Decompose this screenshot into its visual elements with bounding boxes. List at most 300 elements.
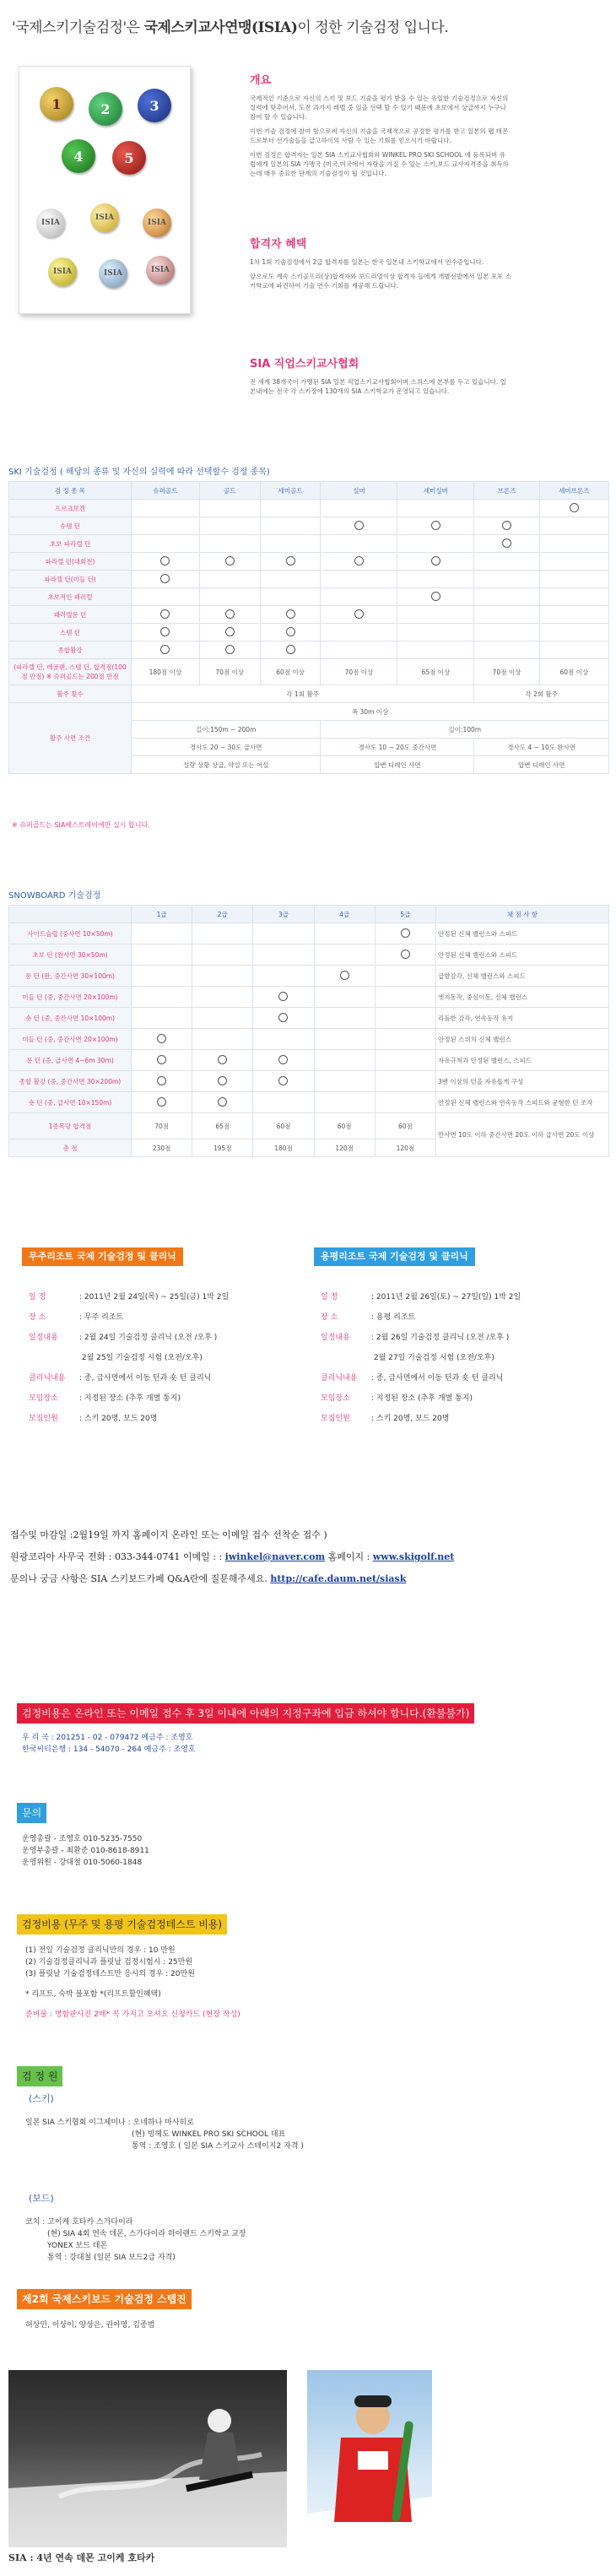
isia-medal: ISIA bbox=[90, 203, 119, 232]
schedule-key: 장 소 bbox=[29, 1313, 46, 1322]
table-row bbox=[9, 923, 609, 944]
overview-section bbox=[250, 71, 511, 183]
pass-mark-icon bbox=[218, 1076, 227, 1085]
mark-cell bbox=[314, 944, 375, 966]
schedule-value: : 2월 24일 기술검정 클리닉 (오전 /오후 ) bbox=[79, 1334, 218, 1342]
medal-2: 2 bbox=[89, 92, 122, 126]
mark-cell bbox=[321, 500, 397, 517]
mark-cell bbox=[539, 553, 608, 571]
mark-cell bbox=[132, 1071, 192, 1092]
pass-mark-icon bbox=[278, 1076, 288, 1085]
mark-cell bbox=[132, 553, 200, 571]
schedule-value: 2월 25일 기술검정 시험 (오전/오후) bbox=[79, 1354, 203, 1362]
mark-cell bbox=[539, 517, 608, 535]
row-label: 프르크보겐 bbox=[9, 500, 132, 517]
mark-cell bbox=[132, 1092, 192, 1113]
overview-text: 이번 검정은 합격자는 일본 SIA 스키교사협회와 WINKEL PRO SKI SCHOOL 에 등록되며 유럽에게 일본의 SIA 가맹국 (미국,미국에서 자랑을 가질 수 있는 스키,보드 교사자격증을 취득하는데 매우 중요한 단계의 기술검정이 될 것입니다. bbox=[250, 151, 509, 177]
schedule-key: 클리닉내용 bbox=[321, 1374, 358, 1383]
table-header: 채 점 사 항 bbox=[436, 906, 609, 923]
mark-cell bbox=[397, 641, 474, 659]
table-header: 세미골드 bbox=[260, 482, 321, 500]
mark-cell bbox=[397, 500, 474, 517]
row-label: 스템 턴 bbox=[9, 624, 132, 641]
mark-cell bbox=[132, 500, 200, 517]
overview-text: 이번 기술 검정에 참여 함으로써 자신의 기술을 국제적으로 공정한 평가를 받고 일본의 웹 테몬드로부터 선가술들을 급고하이의 사람 수 있는 기회를 얻으시기 바랍니다. bbox=[250, 127, 509, 144]
table-row bbox=[9, 1008, 609, 1029]
mark-cell bbox=[375, 923, 435, 944]
contact-title: 문의 bbox=[17, 1803, 46, 1823]
scoring-note: 안정된 스위치 신체 밸런스 bbox=[436, 1029, 609, 1050]
mark-cell bbox=[375, 987, 435, 1008]
row-label: 초보 턴 (완사면 30×50m) bbox=[9, 944, 132, 966]
mark-cell bbox=[321, 606, 397, 624]
ski-examiner-detail: 통역 : 조영호 ( 일본 SIA 스키교사 스테이지2 자격 ) bbox=[132, 2142, 304, 2151]
schedule-key: 장 소 bbox=[321, 1313, 338, 1322]
pass-mark-icon bbox=[286, 627, 295, 636]
pass-mark-icon bbox=[570, 503, 579, 512]
mark-cell bbox=[474, 588, 539, 606]
pass-score: 70점 이상 bbox=[199, 659, 260, 685]
schedule-row bbox=[321, 1352, 521, 1365]
mark-cell bbox=[314, 1092, 375, 1113]
course-condition: 폭 30m 이상 bbox=[132, 703, 609, 721]
mark-cell bbox=[260, 641, 321, 659]
pass-mark-icon bbox=[401, 950, 410, 959]
bank-account-2: 한국씨티은행 : 134 - 54070 - 264 예금주 : 조영호 bbox=[22, 1745, 196, 1754]
mark-cell bbox=[132, 923, 192, 944]
pass-mark-icon bbox=[286, 645, 295, 654]
medal-1: 1 bbox=[40, 87, 73, 121]
scoring-note: 안정된 신체 밸런스와 스피드 bbox=[436, 923, 609, 944]
mark-cell bbox=[474, 500, 539, 517]
schedule-value: : 스키 20명, 보드 20명 bbox=[79, 1415, 158, 1423]
fee-note: * 리프트, 숙박 불포함 *(리프트할인혜택) bbox=[25, 1990, 161, 1999]
pass-score: 60점 bbox=[314, 1113, 375, 1139]
table-header bbox=[9, 906, 132, 923]
course-condition: 경사도 20 ~ 30도 급사면 bbox=[132, 739, 321, 756]
row-label: 롱 턴 (완, 중간사면 30×100m) bbox=[9, 966, 132, 987]
table-row bbox=[9, 703, 609, 721]
mark-cell bbox=[132, 966, 192, 987]
mark-cell bbox=[199, 553, 260, 571]
pass-score: 60점 이상 bbox=[539, 659, 608, 685]
pass-mark-icon bbox=[278, 1013, 288, 1022]
overview-heading: 개요 bbox=[250, 74, 272, 87]
photo-caption: SIA : 4년 연속 데몬 고이케 호타카 bbox=[8, 2552, 155, 2563]
total-score: 195점 bbox=[192, 1139, 253, 1157]
mark-cell bbox=[253, 1092, 314, 1113]
ski-examiner: 일본 SIA 스키협회 이그제미나 : 오네하나 마사히로 bbox=[25, 2119, 194, 2127]
table-row bbox=[9, 624, 609, 641]
pass-mark-icon bbox=[218, 1055, 227, 1064]
schedule-value: : 스키 20명, 보드 20명 bbox=[371, 1415, 450, 1423]
row-label: 숏 턴 (중, 급사면 10×150m) bbox=[9, 1092, 132, 1113]
medal-5: 5 bbox=[112, 141, 146, 175]
mark-cell bbox=[253, 1050, 314, 1071]
sia-text: 전 세계 38개국이 가맹된 SIA 일본 직업스키교사협회이며 스위스에 본부를 두고 있습니다. 일본내에는 전국 각 스키장에 130개의 SIA 스키학교가 운영되고 있습니다. bbox=[250, 378, 506, 395]
pass-score: 65점 bbox=[192, 1113, 253, 1139]
pass-mark-icon bbox=[431, 521, 440, 530]
scoring-note: 자유규칙과 안정된 밸런스, 스피드 bbox=[436, 1050, 609, 1071]
pass-mark-icon bbox=[160, 627, 170, 636]
table-row bbox=[9, 553, 609, 571]
table-header: 세미브론즈 bbox=[539, 482, 608, 500]
mark-cell bbox=[474, 553, 539, 571]
mark-cell bbox=[375, 944, 435, 966]
pass-score: 60점 bbox=[375, 1113, 435, 1139]
mark-cell bbox=[253, 987, 314, 1008]
benefits-section bbox=[250, 235, 511, 295]
pass-mark-icon bbox=[225, 609, 235, 619]
pass-mark-icon bbox=[225, 556, 235, 566]
pass-score: 65점 이상 bbox=[397, 659, 474, 685]
schedule-value: : 종, 급사면에서 이동 턴과 숏 턴 클리닉 bbox=[79, 1374, 212, 1383]
schedule-key: 일정내용 bbox=[29, 1334, 58, 1342]
table-row bbox=[9, 1071, 609, 1092]
row-label: 초보적인 패러럴 bbox=[9, 588, 132, 606]
total-score: 120점 bbox=[375, 1139, 435, 1157]
row-label: 1종목당 합격점 bbox=[9, 1113, 132, 1139]
table-row bbox=[9, 535, 609, 553]
sia-section bbox=[250, 354, 511, 401]
mark-cell bbox=[397, 535, 474, 553]
coach-photo bbox=[307, 2370, 432, 2547]
schedule-value: : 2월 26일 기술검정 클리닉 (오전 /오후 ) bbox=[371, 1334, 510, 1342]
isia-medal: ISIA bbox=[143, 208, 171, 237]
mark-cell bbox=[539, 606, 608, 624]
schedule-value: : 2011년 2월 24일(목) ~ 25일(금) 1박 2일 bbox=[79, 1293, 230, 1302]
mark-cell bbox=[397, 624, 474, 641]
table-row bbox=[9, 659, 609, 685]
row-label: 파라렐 턴(대회전) bbox=[9, 553, 132, 571]
mark-cell bbox=[253, 1071, 314, 1092]
row-label: 파라렐 턴(미들 턴) bbox=[9, 571, 132, 588]
mark-cell bbox=[539, 641, 608, 659]
mark-cell bbox=[314, 1050, 375, 1071]
table-row bbox=[9, 1029, 609, 1050]
pass-mark-icon bbox=[354, 521, 364, 530]
schedule-row bbox=[29, 1352, 229, 1365]
mark-cell bbox=[132, 606, 200, 624]
schedule-value: : 종, 급사면에서 이동 턴과 숏 턴 클리닉 bbox=[371, 1374, 504, 1383]
mark-cell bbox=[192, 1008, 253, 1029]
row-label: 종합 활강 (중, 중간사면 30×200m) bbox=[9, 1071, 132, 1092]
bank-account-1: 우 리 곡 : 201251 - 02 - 079472 예금주 : 조영호 bbox=[22, 1734, 193, 1742]
mark-cell bbox=[314, 1071, 375, 1092]
table-row bbox=[9, 685, 609, 703]
schedule-value: : 2011년 2월 26일(토) ~ 27일(일) 1박 2일 bbox=[371, 1293, 521, 1302]
pass-score: 60점 bbox=[253, 1113, 314, 1139]
mark-cell bbox=[199, 517, 260, 535]
mark-cell bbox=[260, 535, 321, 553]
yongpyong-details bbox=[321, 1291, 521, 1433]
mark-cell bbox=[314, 987, 375, 1008]
board-examiner: 코치 : 고이케 호타카 스가다이라 bbox=[25, 2218, 133, 2227]
schedule-value: : 무주 리조트 bbox=[79, 1313, 124, 1322]
mark-cell bbox=[260, 517, 321, 535]
schedule-value: 2월 27일 기술검정 시험 (오전/오후) bbox=[371, 1354, 494, 1362]
pass-mark-icon bbox=[340, 971, 349, 980]
mark-cell bbox=[314, 966, 375, 987]
mark-cell bbox=[375, 1008, 435, 1029]
course-condition: 압변 디레인 사면 bbox=[474, 756, 609, 774]
schedule-row bbox=[321, 1291, 521, 1304]
schedule-row bbox=[29, 1312, 229, 1324]
table-row bbox=[9, 571, 609, 588]
mark-cell bbox=[260, 588, 321, 606]
total-score: 230점 bbox=[132, 1139, 192, 1157]
schedule-key: 일정내용 bbox=[321, 1334, 350, 1342]
course-condition: 압변 디레인 사면 bbox=[321, 756, 474, 774]
board-examiner-heading: (보드) bbox=[29, 2193, 54, 2204]
table-row bbox=[9, 641, 609, 659]
mark-cell bbox=[375, 1029, 435, 1050]
table-header: 골드 bbox=[199, 482, 260, 500]
scoring-note: 리듬한 감각, 연속동작 유지 bbox=[436, 1008, 609, 1029]
schedule-row bbox=[321, 1393, 521, 1405]
table-row bbox=[9, 588, 609, 606]
pass-mark-icon bbox=[354, 556, 364, 566]
pass-mark-icon bbox=[431, 556, 440, 566]
schedule-row bbox=[321, 1372, 521, 1385]
mark-cell bbox=[199, 606, 260, 624]
scoring-note: 만사면 10도 이하 중간사면 20도 이하 급사면 20도 이상 bbox=[436, 1113, 609, 1157]
pass-mark-icon bbox=[160, 645, 170, 654]
mark-cell bbox=[192, 966, 253, 987]
mark-cell bbox=[192, 987, 253, 1008]
mark-cell bbox=[192, 923, 253, 944]
mark-cell bbox=[397, 553, 474, 571]
contact-person: 운영부총괄 - 최환준 010-8618-8911 bbox=[22, 1847, 149, 1855]
pass-mark-icon bbox=[160, 609, 170, 619]
mark-cell bbox=[132, 535, 200, 553]
cafe-link[interactable]: http://cafe.daum.net/siask bbox=[270, 1573, 407, 1584]
table-row bbox=[9, 966, 609, 987]
mark-cell bbox=[375, 1050, 435, 1071]
mark-cell bbox=[192, 1050, 253, 1071]
mark-cell bbox=[474, 624, 539, 641]
board-examiner-detail: (현) SIA 4회 연속 데몬, 스가다이라 하이랜드 스키학교 교장 bbox=[47, 2230, 246, 2238]
pass-mark-icon bbox=[157, 1055, 166, 1064]
pass-mark-icon bbox=[286, 556, 295, 566]
mark-cell bbox=[321, 553, 397, 571]
row-label: 총 점 bbox=[9, 1139, 132, 1157]
table-header-row bbox=[9, 906, 609, 923]
isia-medal: ISIA bbox=[36, 208, 65, 237]
mark-cell bbox=[474, 606, 539, 624]
muju-title: 무주리조트 국제 기술검정 및 클리닉 bbox=[22, 1247, 183, 1266]
row-label: 미들 턴 (중, 중간사면 20×100m) bbox=[9, 987, 132, 1008]
row-label: 종합활강 bbox=[9, 641, 132, 659]
course-condition: 설량 상황 상급, 약설 또는 어설 bbox=[132, 756, 321, 774]
examiners-title: 검 정 원 bbox=[17, 2066, 62, 2086]
yongpyong-title: 용평리조트 국제 기술검정 및 클리닉 bbox=[314, 1247, 475, 1266]
schedule-row bbox=[29, 1413, 229, 1426]
mark-cell bbox=[132, 987, 192, 1008]
schedule-key: 모임장소 bbox=[321, 1394, 350, 1403]
mark-cell bbox=[199, 588, 260, 606]
mark-cell bbox=[539, 571, 608, 588]
row-label: 미들 턴 (중, 중간사면 20×100m) bbox=[9, 1029, 132, 1050]
mark-cell bbox=[132, 517, 200, 535]
scoring-note: 3밴 이상의 턴을 자유롭게 구성 bbox=[436, 1071, 609, 1092]
board-examiner-detail: 통역 : 강대철 (일본 SIA 보드2급 자격) bbox=[47, 2254, 176, 2262]
mark-cell bbox=[199, 571, 260, 588]
mark-cell bbox=[321, 641, 397, 659]
isia-medal: ISIA bbox=[99, 259, 127, 288]
table-row bbox=[9, 944, 609, 966]
mark-cell bbox=[397, 571, 474, 588]
mark-cell bbox=[397, 606, 474, 624]
mark-cell bbox=[321, 517, 397, 535]
mark-cell bbox=[253, 1029, 314, 1050]
mark-cell bbox=[132, 1008, 192, 1029]
mark-cell bbox=[199, 641, 260, 659]
pass-mark-icon bbox=[157, 1097, 166, 1107]
page-title: '국제스키기술검정'은 국제스키교사연맹(ISIA)이 정한 기술검정 입니다. bbox=[12, 19, 449, 36]
schedule-key: 모집인원 bbox=[321, 1415, 350, 1423]
snowboard-table-title: SNOWBOARD 기술검정 bbox=[8, 891, 101, 901]
pass-score: 180점 이상 bbox=[132, 659, 200, 685]
mark-cell bbox=[199, 624, 260, 641]
fees-title: 검정비용 (무주 및 용평 기술검정테스트 비용) bbox=[17, 1914, 227, 1935]
pass-mark-icon bbox=[502, 521, 511, 530]
contact-person: 운영총괄 - 조영호 010-5235-7550 bbox=[22, 1835, 143, 1843]
pass-mark-icon bbox=[225, 627, 235, 636]
mark-cell bbox=[375, 966, 435, 987]
muju-details bbox=[29, 1291, 229, 1433]
mark-cell bbox=[132, 1050, 192, 1071]
snowboard-jump-photo bbox=[8, 2370, 287, 2547]
pass-mark-icon bbox=[218, 1097, 227, 1107]
schedule-row bbox=[321, 1413, 521, 1426]
payment-title: 검정비용은 온라인 또는 이메일 접수 후 3일 이내에 아래의 지정구좌에 입금 하셔야 합니다.(환불불가) bbox=[17, 1703, 474, 1724]
total-score: 120점 bbox=[314, 1139, 375, 1157]
table-row bbox=[9, 517, 609, 535]
fee-item: (2) 기술검정클리닉과 플릿날 검정시험시 : 25만원 bbox=[25, 1958, 193, 1967]
mark-cell bbox=[539, 535, 608, 553]
mark-cell bbox=[321, 624, 397, 641]
schedule-row bbox=[321, 1332, 521, 1345]
row-label: 사이드슬립 (중사면 10×50m) bbox=[9, 923, 132, 944]
attempt-count: 각 2회 활주 bbox=[474, 685, 609, 703]
schedule-row bbox=[29, 1372, 229, 1385]
pass-mark-icon bbox=[157, 1076, 166, 1085]
pass-mark-icon bbox=[160, 556, 170, 566]
mark-cell bbox=[539, 588, 608, 606]
isia-medal: ISIA bbox=[146, 256, 175, 284]
schedule-key: 일 정 bbox=[321, 1293, 338, 1302]
mark-cell bbox=[253, 944, 314, 966]
mark-cell bbox=[321, 535, 397, 553]
table-header: 3급 bbox=[253, 906, 314, 923]
scoring-note: 안정된 신체 밸런스와 스피드 bbox=[436, 944, 609, 966]
mark-cell bbox=[474, 641, 539, 659]
row-label: 패러렐롱 턴 bbox=[9, 606, 132, 624]
isia-medal: ISIA bbox=[48, 257, 77, 286]
scoring-note: 엣지동작, 중심이동, 신체 밸런스 bbox=[436, 987, 609, 1008]
mark-cell bbox=[375, 1071, 435, 1092]
mark-cell bbox=[260, 500, 321, 517]
schedule-row bbox=[29, 1291, 229, 1304]
pass-score: 70점 이상 bbox=[474, 659, 539, 685]
table-row bbox=[9, 606, 609, 624]
table-row bbox=[9, 500, 609, 517]
schedule-value: : 지정된 장소 (추후 개별 통지) bbox=[79, 1394, 181, 1403]
table-row bbox=[9, 1113, 609, 1139]
cafe-line: 문의나 궁금 사항은 SIA 스키보드카페 Q&A란에 질문해주세요. http://cafe.daum.net/siask bbox=[10, 1573, 407, 1584]
fee-item: (3) 플릿날 기술검정테스트만 응시의 경우 : 20만원 bbox=[25, 1970, 195, 1978]
overview-text: 국제적인 기준으로 자신의 스키 및 보드 기술을 평가 받을 수 있는 유일한 기술검정으로 자신의 실력에 맞추어서, 도전 과가지 레벨 중 일을 선택 할 수 있기 때문에 초보에서 상급까지 누구나 참여 할 수 있습니다. bbox=[250, 95, 509, 121]
row-label: 활주 횟수 bbox=[9, 685, 132, 703]
pass-mark-icon bbox=[278, 1055, 288, 1064]
mark-cell bbox=[321, 571, 397, 588]
table-header: 5급 bbox=[375, 906, 435, 923]
pass-mark-icon bbox=[431, 592, 440, 601]
mark-cell bbox=[474, 571, 539, 588]
mark-cell bbox=[199, 500, 260, 517]
pass-mark-icon bbox=[354, 609, 364, 619]
table-header: 4급 bbox=[314, 906, 375, 923]
mark-cell bbox=[192, 1092, 253, 1113]
pass-mark-icon bbox=[401, 928, 410, 938]
ski-table-title: SKI 기술검정 ( 해당의 종류 및 자신의 실력에 따라 선택할수 검정 종목) bbox=[8, 468, 270, 477]
mark-cell bbox=[132, 944, 192, 966]
row-label: 숏 턴 (중, 중간사면 10×100m) bbox=[9, 1008, 132, 1029]
pass-mark-icon bbox=[160, 574, 170, 583]
medal-4: 4 bbox=[62, 139, 95, 173]
benefits-text: 1차 1회 기술검정에서 2급 합격자를 일본는 한국 일본내 스키학교에서 연수증입니다. bbox=[250, 258, 484, 266]
table-row bbox=[9, 987, 609, 1008]
ski-footnote: ※ 슈퍼골드는 SIA베스트레이에만 실시 합니다. bbox=[12, 821, 150, 829]
email-link[interactable]: iwinkel@naver.com bbox=[224, 1551, 326, 1562]
course-condition: 경사도 4 ~ 10도 완사면 bbox=[474, 739, 609, 756]
schedule-key: 클리닉내용 bbox=[29, 1374, 66, 1383]
table-row bbox=[9, 1050, 609, 1071]
pass-mark-icon bbox=[286, 609, 295, 619]
mark-cell bbox=[132, 588, 200, 606]
row-label: 슈템 턴 bbox=[9, 517, 132, 535]
mark-cell bbox=[253, 923, 314, 944]
mark-cell bbox=[539, 500, 608, 517]
mark-cell bbox=[260, 624, 321, 641]
row-label: 초보 파라렐 턴 bbox=[9, 535, 132, 553]
course-condition: 경사도 10 ~ 20도 중간사면 bbox=[321, 739, 474, 756]
ski-examiner-heading: (스키) bbox=[29, 2093, 54, 2104]
mark-cell bbox=[132, 641, 200, 659]
table-header: 1급 bbox=[132, 906, 192, 923]
mark-cell bbox=[192, 1029, 253, 1050]
row-label: (파라렐 턴, 레귤렌, 스템 턴, 합격점(100점 만점) ※ 슈퍼골드는 200점 만점 bbox=[9, 659, 132, 685]
schedule-row bbox=[321, 1312, 521, 1324]
scoring-note: 급발감각, 신체 밸런스와 스피드 bbox=[436, 966, 609, 987]
schedule-key: 모임장소 bbox=[29, 1394, 58, 1403]
total-score: 180점 bbox=[253, 1139, 314, 1157]
mark-cell bbox=[314, 1029, 375, 1050]
table-header: 세미실버 bbox=[397, 482, 474, 500]
mark-cell bbox=[375, 1092, 435, 1113]
medal-3: 3 bbox=[138, 89, 171, 122]
fee-item: (1) 전일 기술검정 클리닉만의 경우 : 10 만원 bbox=[25, 1946, 176, 1955]
snowboard-table bbox=[8, 905, 609, 1157]
staff-title: 제2회 국제스키보드 기술검정 스텝진 bbox=[17, 2289, 192, 2309]
table-row bbox=[9, 1092, 609, 1113]
homepage-link[interactable]: www.skigolf.net bbox=[372, 1551, 455, 1562]
mark-cell bbox=[253, 1008, 314, 1029]
mark-cell bbox=[474, 517, 539, 535]
mark-cell bbox=[260, 571, 321, 588]
mark-cell bbox=[132, 571, 200, 588]
